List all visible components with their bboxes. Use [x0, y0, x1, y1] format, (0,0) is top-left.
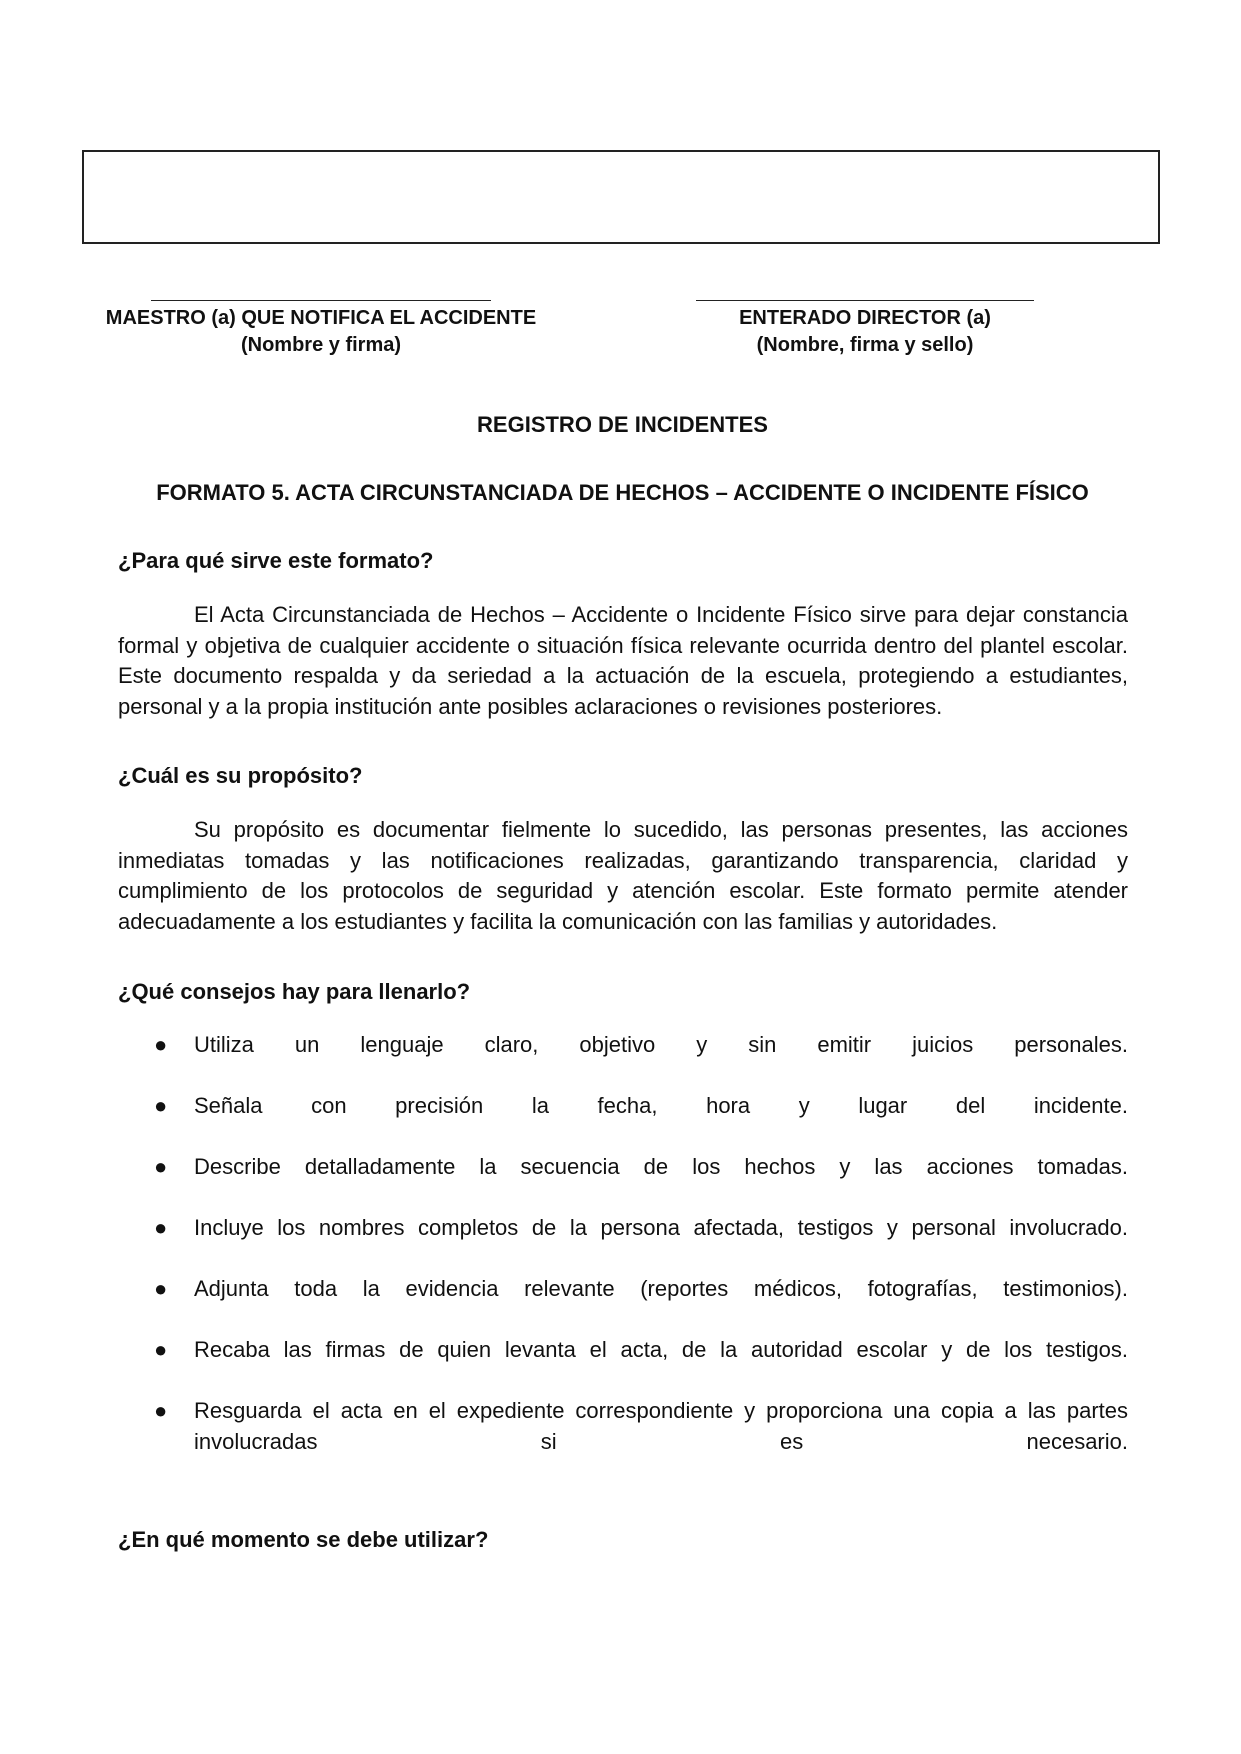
director-signature-title: ENTERADO DIRECTOR (a) [739, 307, 991, 329]
list-item-text: Utiliza un lenguaje claro, objetivo y sin emitir juicios personales. [194, 1032, 1128, 1057]
bullet-icon: ● [154, 1154, 168, 1179]
teacher-signature-line [151, 300, 491, 301]
para-que-question: ¿Para qué sirve este formato? [118, 548, 434, 573]
momento-question: ¿En qué momento se debe utilizar? [118, 1527, 489, 1552]
formato-heading: FORMATO 5. ACTA CIRCUNSTANCIADA DE HECHOS – ACCIDENTE O INCIDENTE FÍSICO [156, 480, 1089, 505]
director-signature-block [660, 300, 1070, 359]
teacher-signature-title: MAESTRO (a) QUE NOTIFICA EL ACCIDENTE [105, 307, 537, 329]
list-item-text: Incluye los nombres completos de la persona afectada, testigos y personal involucrado. [194, 1215, 1128, 1240]
bullet-icon: ● [154, 1337, 168, 1362]
teacher-signature-block [90, 300, 552, 359]
notes-box [82, 150, 1160, 244]
bullet-icon: ● [154, 1093, 168, 1118]
list-item-text: Adjunta toda la evidencia relevante (reportes médicos, fotografías, testimonios). [194, 1276, 1128, 1301]
registro-heading: REGISTRO DE INCIDENTES [477, 412, 768, 437]
list-item-text: Describe detalladamente la secuencia de los hechos y las acciones tomadas. [194, 1154, 1128, 1179]
list-item-text: Recaba las firmas de quien levanta el acta, de la autoridad escolar y de los testigos. [194, 1337, 1128, 1362]
bullet-icon: ● [154, 1215, 168, 1240]
bullet-icon: ● [154, 1276, 168, 1301]
director-signature-line [696, 300, 1034, 301]
proposito-question: ¿Cuál es su propósito? [118, 763, 363, 788]
director-signature-subtitle: (Nombre, firma y sello) [756, 334, 974, 356]
teacher-signature-subtitle: (Nombre y firma) [240, 334, 402, 356]
bullet-icon: ● [154, 1032, 168, 1057]
para-que-paragraph: El Acta Circunstanciada de Hechos – Accidente o Incidente Físico sirve para dejar constancia formal y objetiva de cualquier accidente o situación física relevante ocurrida dentro del plantel escolar. Este documento respalda y da seriedad a la actuación de la escuela, protegiendo a estudiantes, personal y a la propia institución ante posibles aclaraciones o revisiones posteriores. [118, 602, 1128, 719]
proposito-paragraph: Su propósito es documentar fielmente lo sucedido, las personas presentes, las acciones inmediatas tomadas y las notificaciones realizadas, garantizando transparencia, claridad y cumplimiento de los protocolos de seguridad y atención escolar. Este formato permite atender adecuadamente a los estudiantes y facilita la comunicación con las familias y autoridades. [118, 817, 1128, 934]
consejos-question: ¿Qué consejos hay para llenarlo? [118, 979, 471, 1004]
list-item-text: Resguarda el acta en el expediente correspondiente y proporciona una copia a las partes involucradas si es necesario. [194, 1398, 1128, 1454]
bullet-icon: ● [154, 1398, 168, 1423]
list-item-text: Señala con precisión la fecha, hora y lugar del incidente. [194, 1093, 1128, 1118]
